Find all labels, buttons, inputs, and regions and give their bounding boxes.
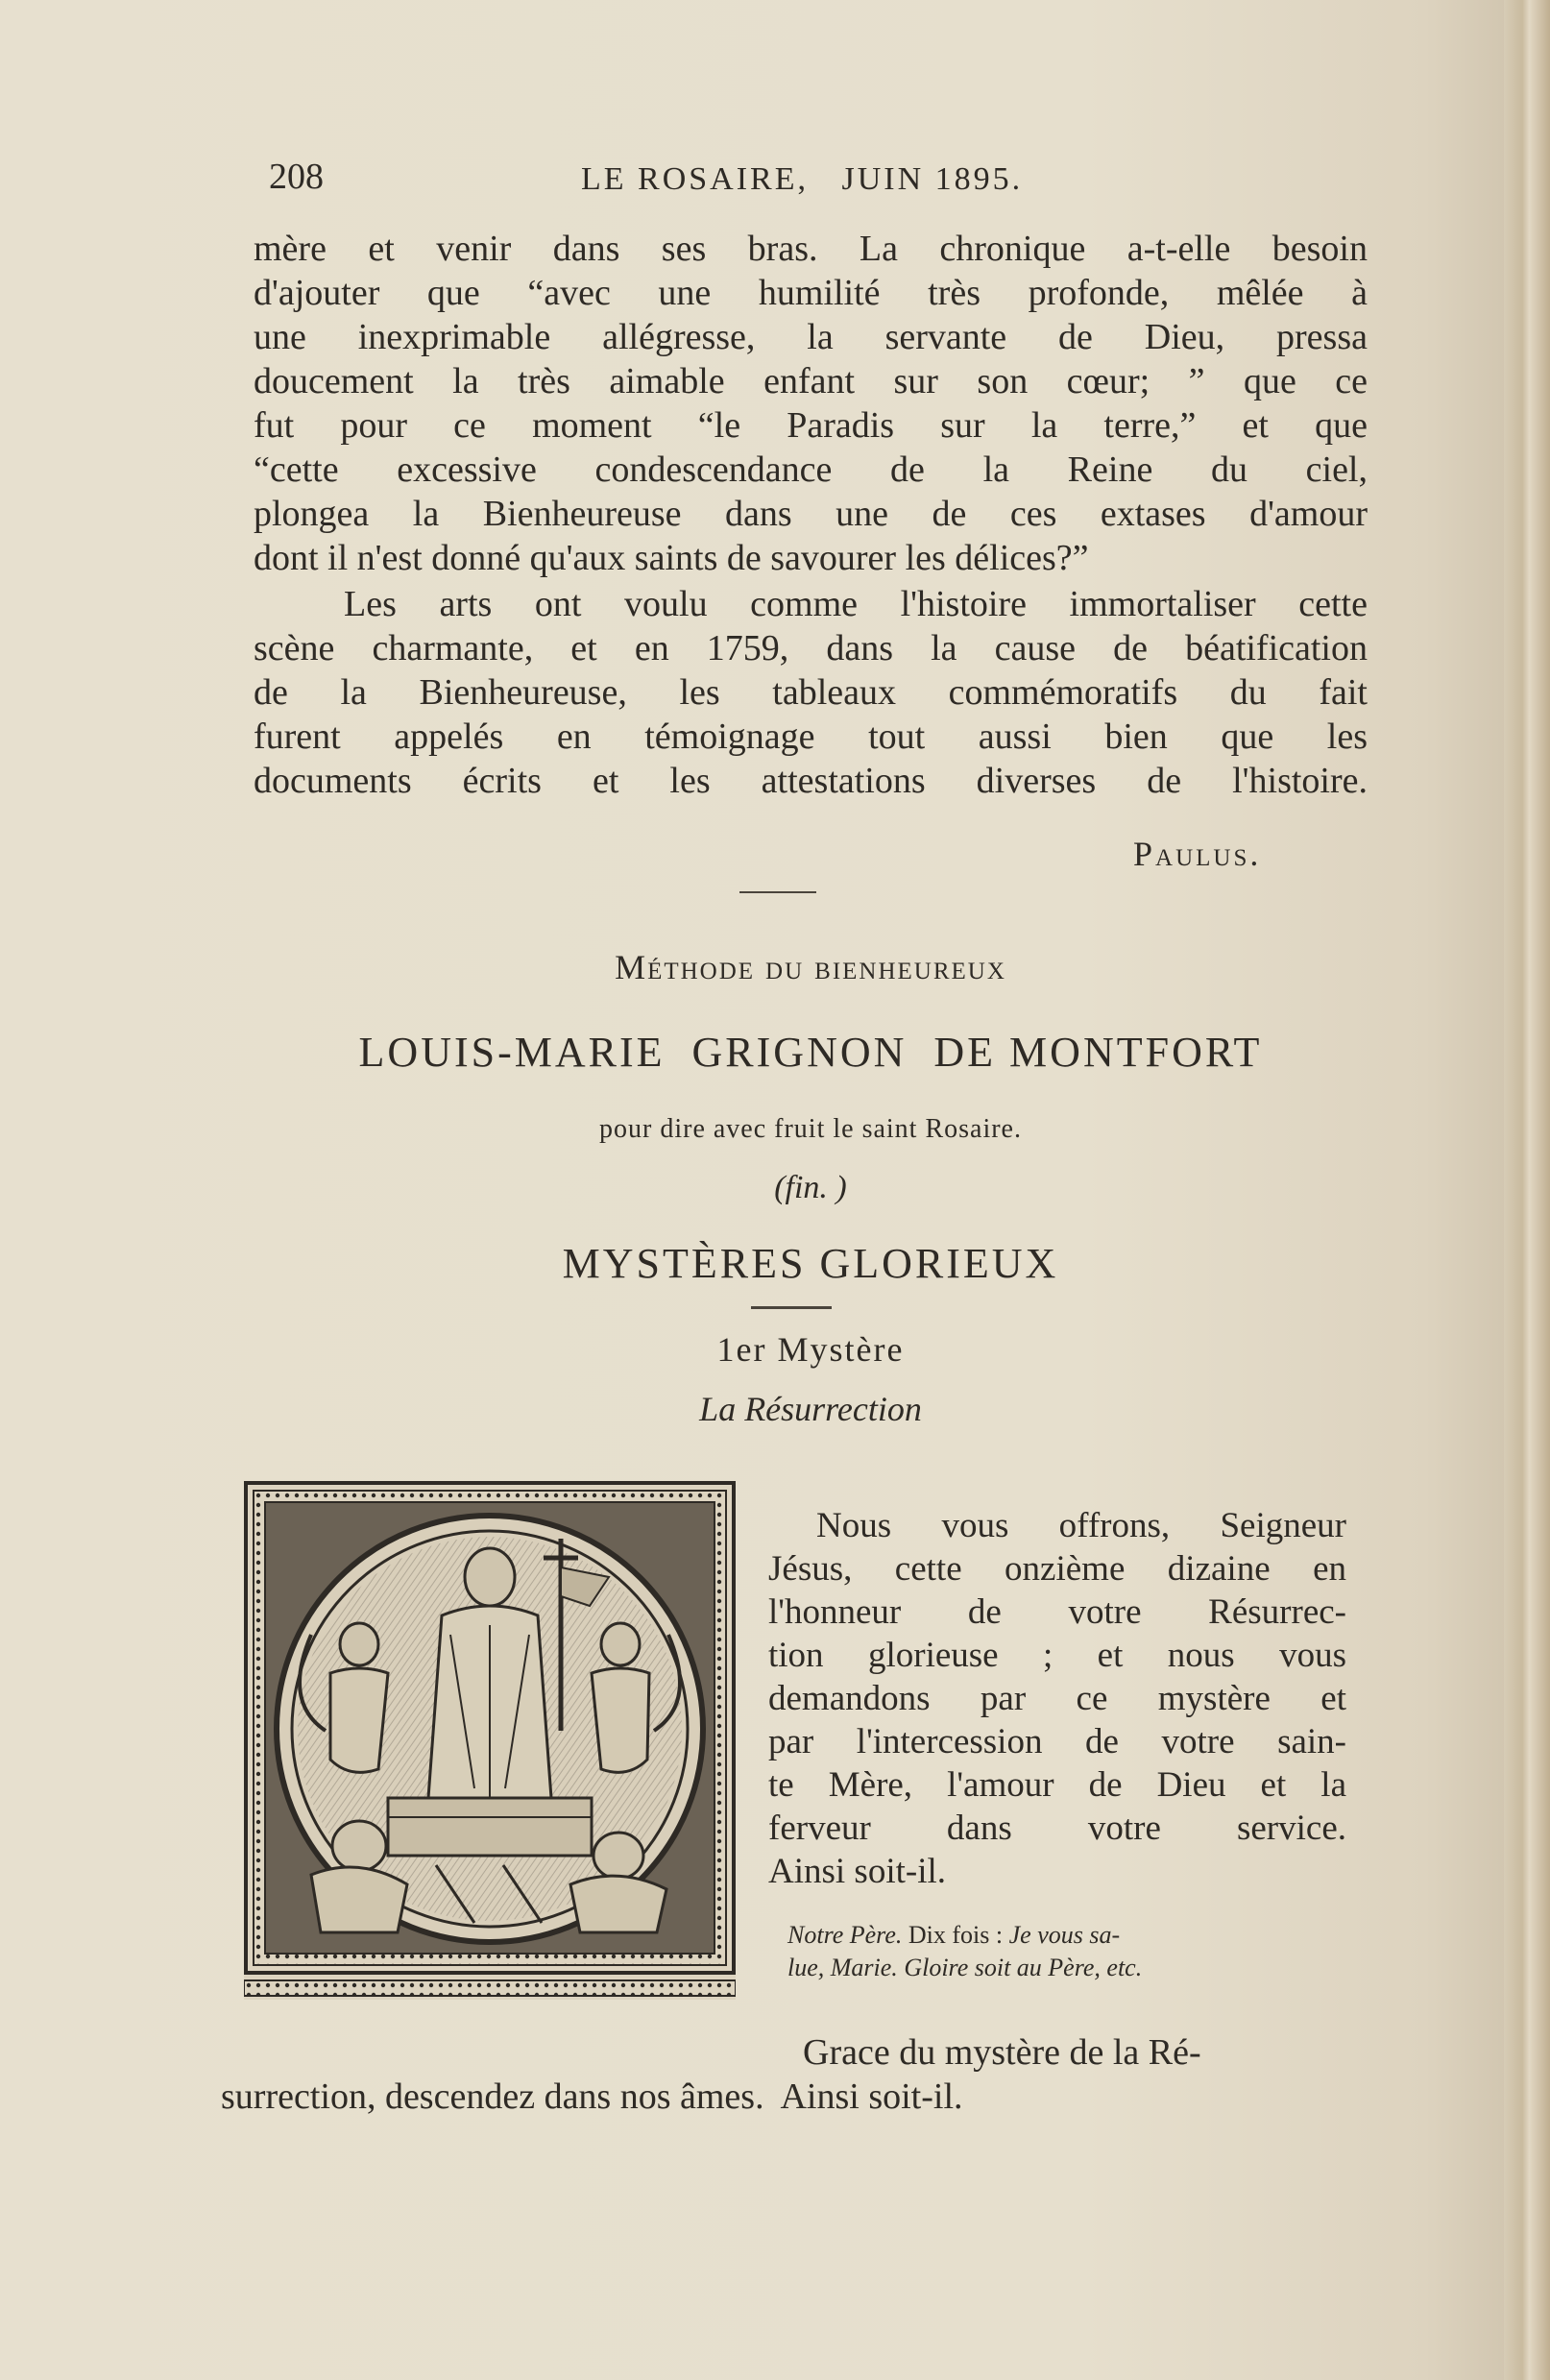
section-title: MYSTÈRES GLORIEUX <box>562 1240 1059 1287</box>
header-title: LE ROSAIRE, JUIN 1895. <box>581 161 1024 197</box>
paragraph-2 <box>254 582 1368 803</box>
text-line: doucement la très aimable enfant sur son cœur; ” que ce <box>254 361 1368 401</box>
text-line: Jésus, cette onzième dizaine en <box>768 1549 1346 1589</box>
text-line: d'ajouter que “avec une humilité très profonde, mêlée à <box>254 273 1368 313</box>
rubric-hail-mary: Je vous sa- <box>1008 1921 1121 1949</box>
text-line: plongea la Bienheureuse dans une de ces extases d'amour <box>254 494 1368 534</box>
text-line: Ainsi soit-il. <box>768 1852 947 1891</box>
text-line: une inexprimable allégresse, la servante de Dieu, pressa <box>254 317 1368 357</box>
text-line: mère et venir dans ses bras. La chronique a-t-elle besoin <box>254 229 1368 269</box>
method-subtitle: pour dire avec fruit le saint Rosaire. <box>599 1114 1022 1144</box>
running-head <box>269 156 1095 213</box>
text-line: demandons par ce mystère et <box>768 1679 1346 1718</box>
text-line: furent appelés en témoignage tout aussi bien que les <box>254 716 1368 757</box>
method-pre-title: Méthode du bienheureux <box>615 948 1006 986</box>
author-signature: Paulus. <box>1133 835 1262 873</box>
grace-text <box>221 2030 1344 2119</box>
page-number: 208 <box>269 157 324 197</box>
text-line: “cette excessive condescendance de la Reine du ciel, <box>254 449 1368 490</box>
text-line: dont il n'est donné qu'aux saints de savourer les délices?” <box>254 538 1089 578</box>
prayer-text <box>768 1504 1346 1893</box>
method-title: LOUIS-MARIE GRIGNON DE MONTFORT <box>358 1029 1263 1076</box>
text-line: Nous vous offrons, Seigneur <box>816 1506 1346 1545</box>
fin-label: (fin. ) <box>774 1170 847 1205</box>
rubric-glory-be: Gloire soit au Père, etc. <box>897 1954 1143 1981</box>
text-line: Grace du mystère de la Ré- <box>803 2032 1201 2073</box>
resurrection-engraving-icon <box>244 1481 736 2000</box>
text-line: Les arts ont voulu comme l'histoire immortaliser cette <box>344 584 1368 624</box>
rubric-our-father: Notre Père. <box>787 1921 903 1949</box>
rubric-hail-mary-end: lue, Marie. <box>787 1954 898 1981</box>
book-spine <box>1504 0 1550 2380</box>
mystery-name: La Résurrection <box>699 1390 922 1428</box>
text-line: l'honneur de votre Résurrec- <box>768 1592 1346 1632</box>
mystery-number: 1er Mystère <box>716 1330 905 1369</box>
section-divider <box>739 891 816 893</box>
text-line: te Mère, l'amour de Dieu et la <box>768 1765 1346 1805</box>
rubric-note <box>787 1919 1344 1984</box>
text-line: ferveur dans votre service. <box>768 1809 1346 1848</box>
text-line: scène charmante, et en 1759, dans la cause de béatification <box>254 628 1368 668</box>
rubric-count: Dix fois : <box>902 1921 1009 1949</box>
text-line: documents écrits et les attestations diverses de l'histoire. <box>254 761 1368 801</box>
paragraph-1 <box>254 227 1368 580</box>
text-line: de la Bienheureuse, les tableaux commémoratifs du fait <box>254 672 1368 713</box>
text-line: tion glorieuse ; et nous vous <box>768 1636 1346 1675</box>
text-line: par l'intercession de votre sain- <box>768 1722 1346 1761</box>
title-divider <box>751 1306 832 1309</box>
text-line: surrection, descendez dans nos âmes. Ainsi soit-il. <box>221 2076 963 2117</box>
text-line: fut pour ce moment “le Paradis sur la terre,” et que <box>254 405 1368 446</box>
